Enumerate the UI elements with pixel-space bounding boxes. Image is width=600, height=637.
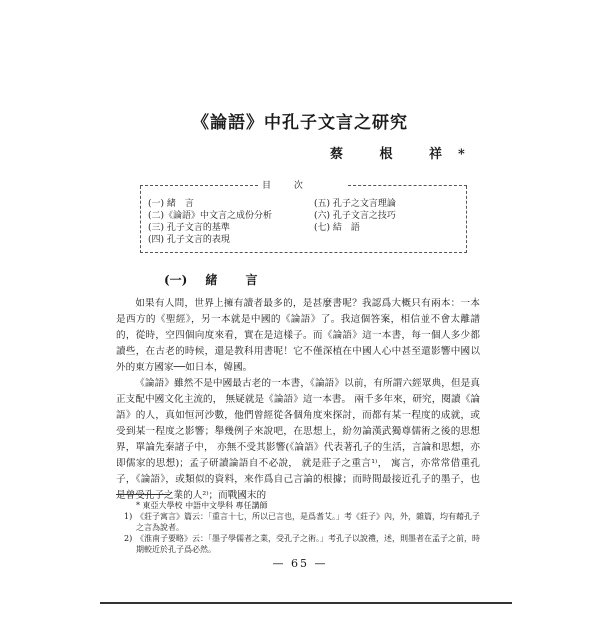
paragraph: 《論語》雖然不是中國最古老的一本書，《論語》以前，有所謂六經眾典，但是真正支配中國文化主流的， 無疑就是《論語》這一本書。 兩千多年來，研究，閱讀《論語》的人，真如恒河沙數，他們曾經從各個角度來探討，而都有某一程度的成就，或受到某一程度之影響；舉幾例子來說吧，在思想上，紛勿論漢武獨尊儒術之後的思想界，單論先秦諸子中， 亦無不受其影響(《論語》代表著孔子的生活，言論和思想，亦即儒家的思想)；孟子研讀論語自不必說， 就是莊子之重言¹⁾， 寓言，亦常常借重孔子，《論語》，或類似的資料，來作爲自己言論的根據；而時間最接近孔子的墨子，也是曾受孔子之業的人²⁾；而戰國末的 — [116, 378, 480, 501]
author-name: 蔡 根 祥* — [330, 147, 481, 162]
toc-item: (一) 緒 言 — [148, 199, 194, 209]
toc-item: (五) 孔子之文言理論 — [314, 199, 396, 209]
footnote-divider — [116, 494, 170, 495]
toc-item: (四) 孔子文言的表現 — [148, 235, 230, 245]
footnotes — [124, 500, 480, 555]
toc-left-column — [148, 198, 272, 246]
paragraph: 如果有人問，世界上擁有讀者最多的，是甚麼書呢？我認爲大概只有兩本：一本是西方的《聖經》，另一本就是中國的《論語》了。我這個答案，相信並不會太離譜的，從時，空四個向度來看，實在是這樣子。而《論語》這一本書，每一個人多少都讀些，在古老的時候，還是教科用書呢！它不僅深植在中國人心中甚至還影響中國以外的東方國家──如日本，韓國。 — [116, 298, 480, 373]
footnote-text: 《淮南子要略》云：「墨子學儒者之業，受孔子之術。」考孔子以說禮，述，則墨者在孟子之前，時期較近於孔子爲必然。 — [136, 534, 480, 554]
toc-item: (二)《論語》中文言之成份分析 — [148, 211, 273, 221]
page-number: — 65 — — [272, 557, 328, 570]
toc-item: (六) 孔子文言之技巧 — [314, 211, 396, 221]
author-affiliation: * 東亞大學校 中語中文學科 專任講師 — [136, 501, 268, 510]
bottom-rule — [100, 602, 512, 604]
section-number: (一) — [164, 273, 188, 287]
footnote-number: 1) — [124, 512, 133, 521]
body-text — [116, 296, 480, 504]
footnote — [124, 511, 480, 533]
section-label: 緒 言 — [205, 273, 270, 287]
article-title: 《論語》中孔子文言之研究 — [192, 113, 408, 133]
toc-item: (三) 孔子文言的基準 — [148, 223, 230, 233]
footnote-text: 《莊子寓言》篇云：「重言十七，所以已言也，是爲耆艾。」考《莊子》內，外，雜篇，均有藉孔子之言為說者。 — [136, 512, 480, 532]
toc-item: (七) 結 語 — [314, 223, 360, 233]
toc-heading: 目 次 — [262, 181, 313, 191]
footnote — [124, 533, 480, 555]
footnote-number: 2) — [124, 534, 133, 543]
section-heading — [164, 271, 270, 288]
toc-right-column — [314, 198, 396, 234]
